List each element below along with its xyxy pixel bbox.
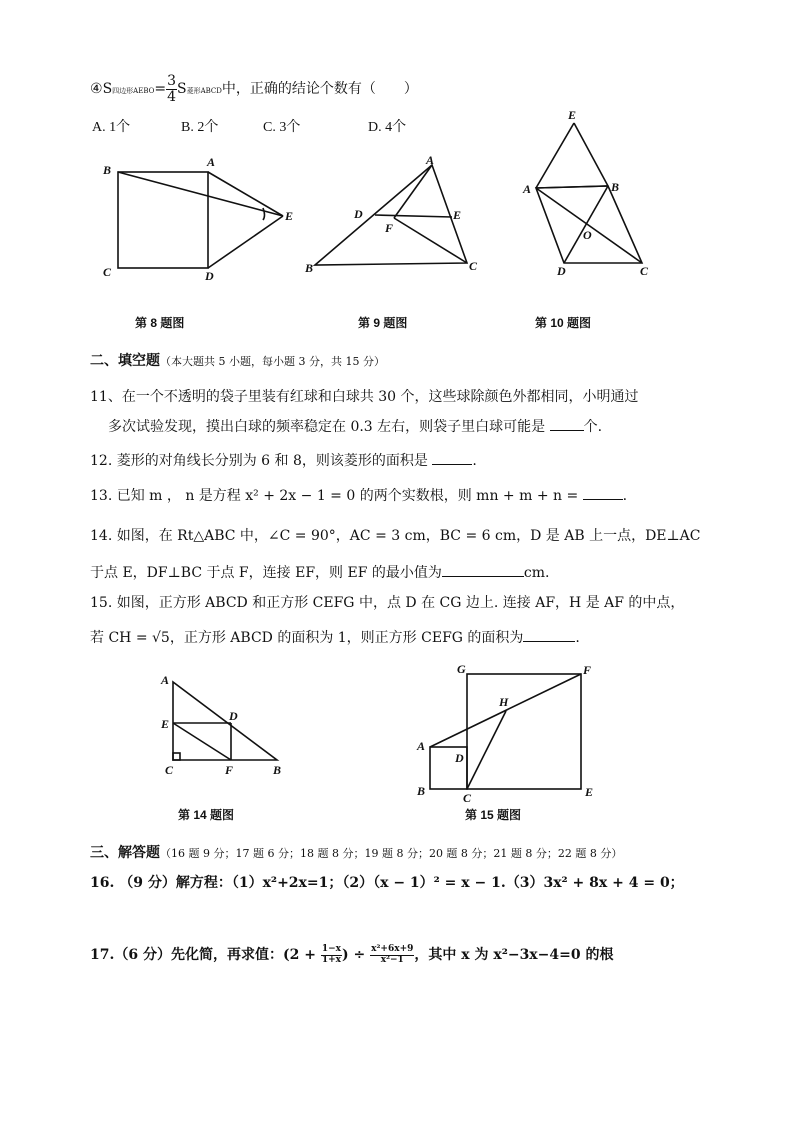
option-b: B. 2个 — [181, 120, 219, 135]
segment-de — [375, 215, 452, 217]
q13-text: 13. 已知 m ， n 是方程 x² + 2x − 1 = 0 的两个实数根，则 mn + m + n = — [90, 488, 583, 504]
label-b: B — [417, 784, 426, 798]
segment-de — [208, 216, 283, 268]
label-b: B — [305, 261, 314, 275]
question-11-line2 — [108, 416, 602, 436]
label-f: F — [385, 221, 394, 235]
label-c: C — [640, 264, 649, 277]
fraction-1 — [321, 945, 342, 965]
segment-ea — [536, 123, 574, 188]
fraction-three-quarters — [166, 74, 177, 104]
label-d: D — [229, 709, 238, 723]
label-e: E — [585, 785, 594, 799]
frac-denominator: 4 — [167, 88, 176, 105]
label-b: B — [273, 763, 282, 777]
section-3-header — [90, 842, 622, 862]
q12-tail: . — [472, 453, 477, 469]
question-15-line2 — [90, 627, 580, 647]
label-e: E — [161, 717, 170, 731]
angle-mark — [263, 208, 265, 220]
label-c: C — [103, 265, 112, 279]
label-d: D — [557, 264, 566, 277]
q17-mid: ) ÷ — [342, 947, 371, 963]
label-a: A — [161, 673, 170, 687]
q11-text: 多次试验发现，摸出白球的频率稳定在 0.3 左右，则袋子里白球可能是 — [108, 419, 550, 435]
label-d: D — [455, 751, 464, 765]
q12-text: 12. 菱形的对角线长分别为 6 和 8，则该菱形的面积是 — [90, 453, 433, 469]
answer-blank[interactable] — [583, 487, 623, 500]
question-16: 16. （9 分）解方程：（1）x²+2x=1；（2）（x − 1）² = x − 1.（3）3x² + 8x + 4 = 0； — [90, 875, 684, 891]
question-15-line1: 15. 如图，正方形 ABCD 和正方形 CEFG 中，点 D 在 CG 边上. 连接 AF，H 是 AF 的中点， — [90, 595, 685, 611]
circled-four: ④ — [90, 81, 103, 98]
q14-tail: cm. — [523, 565, 550, 581]
answer-blank[interactable] — [442, 564, 524, 577]
option-c: C. 3个 — [263, 120, 301, 135]
section-2-title: 二、填空题 — [90, 353, 160, 369]
label-c: C — [463, 791, 472, 805]
segment-ae — [208, 172, 283, 216]
figure-8 — [95, 150, 300, 285]
figure-10 — [520, 105, 660, 277]
question-7-tail — [90, 74, 418, 104]
right-angle-c — [173, 753, 180, 760]
triangle-acb — [173, 682, 277, 760]
label-a: A — [523, 182, 532, 196]
answer-blank[interactable] — [432, 452, 472, 465]
caption-fig15: 第 15 题图 — [465, 808, 522, 822]
label-a: A — [426, 153, 435, 167]
label-f: F — [225, 763, 234, 777]
question-12 — [90, 450, 477, 470]
question-17 — [90, 944, 613, 965]
question-text: 中，正确的结论个数有（ ） — [221, 81, 418, 98]
section-2-header — [90, 350, 385, 370]
question-14-line2 — [90, 562, 549, 582]
label-f: F — [583, 663, 592, 677]
segment-af — [430, 674, 581, 747]
q15-tail: . — [575, 630, 580, 646]
caption-fig14: 第 14 题图 — [178, 808, 235, 822]
figure-14 — [155, 670, 295, 780]
area-symbol-2: S — [177, 81, 187, 98]
option-a: A. 1个 — [92, 120, 131, 135]
answer-blank[interactable] — [550, 418, 584, 431]
label-o: O — [583, 228, 592, 242]
caption-fig10: 第 10 题图 — [535, 316, 592, 330]
square-abcd — [118, 172, 208, 268]
area-subscript-2: 菱形ABCD — [186, 87, 222, 96]
label-c: C — [469, 259, 478, 273]
question-13 — [90, 485, 627, 505]
frac2-denominator: x²−1 — [380, 954, 404, 965]
segment-fc — [394, 218, 467, 263]
section-3-title: 三、解答题 — [90, 845, 160, 861]
label-d: D — [354, 207, 363, 221]
segment-ef — [173, 723, 231, 760]
label-h: H — [499, 695, 509, 709]
segment-ch — [467, 711, 506, 789]
frac-numerator: 3 — [167, 73, 176, 89]
label-a: A — [207, 155, 216, 169]
label-b: B — [103, 163, 112, 177]
area-subscript: 四边形AEBO — [112, 87, 155, 96]
figure-9 — [302, 150, 487, 275]
caption-fig9: 第 9 题图 — [358, 316, 408, 330]
q17-prefix: 17.（6 分）先化简，再求值：(2 + — [90, 947, 321, 963]
caption-fig8: 第 8 题图 — [135, 316, 185, 330]
label-e: E — [453, 208, 462, 222]
segment-eb — [574, 123, 608, 186]
q15-text: 若 CH = √5，正方形 ABCD 的面积为 1，则正方形 CEFG 的面积为 — [90, 630, 524, 646]
label-g: G — [457, 662, 466, 676]
label-b: B — [611, 180, 620, 194]
frac1-numerator: 1−x — [321, 944, 341, 955]
question-11-line1: 11、在一个不透明的袋子里装有红球和白球共 30 个，这些球除颜色外都相同，小明通过 — [90, 389, 639, 405]
frac1-denominator: 1+x — [321, 954, 341, 965]
diagonal-bd — [564, 186, 608, 263]
frac2-numerator: x²+6x+9 — [371, 944, 414, 955]
segment-be — [118, 172, 283, 216]
section-3-note: （16 题 9 分；17 题 6 分；18 题 8 分；19 题 8 分；20 题 8 分；21 题 8 分；22 题 8 分） — [160, 847, 623, 860]
equals-sign: = — [154, 81, 167, 98]
label-e: E — [568, 108, 577, 122]
q11-tail: 个. — [583, 419, 603, 435]
label-c: C — [165, 763, 174, 777]
square-cefg — [467, 674, 581, 789]
q13-tail: . — [622, 488, 628, 504]
section-2-note: （本大题共 5 小题，每小题 3 分，共 15 分） — [160, 355, 385, 368]
fraction-2 — [370, 945, 414, 965]
area-symbol: S — [102, 81, 113, 98]
option-d: D. 4个 — [368, 120, 407, 135]
label-a: A — [417, 739, 426, 753]
q17-suffix: ，其中 x 为 x²−3x−4=0 的根 — [414, 947, 614, 963]
question-14-line1: 14. 如图，在 Rt△ABC 中，∠C = 90°，AC = 3 cm，BC = 6 cm，D 是 AB 上一点，DE⊥AC — [90, 528, 701, 544]
segment-af — [394, 165, 432, 218]
label-e: E — [285, 209, 294, 223]
label-d: D — [205, 269, 214, 283]
q14-text: 于点 E，DF⊥BC 于点 F，连接 EF，则 EF 的最小值为 — [90, 565, 442, 581]
answer-blank[interactable] — [523, 629, 575, 642]
figure-15 — [410, 660, 605, 805]
